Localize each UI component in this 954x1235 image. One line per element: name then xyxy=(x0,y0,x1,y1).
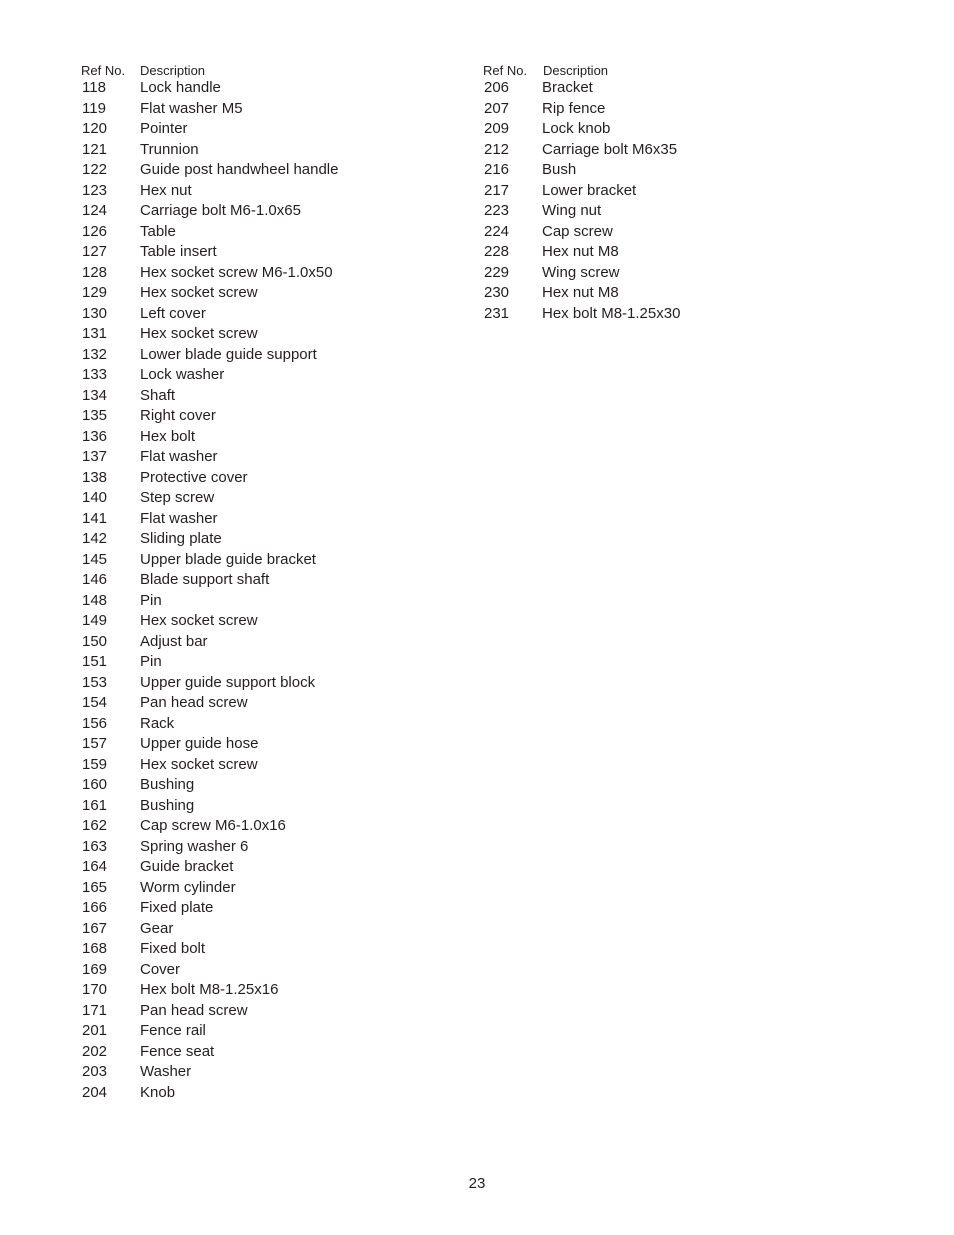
table-row xyxy=(81,1022,206,1043)
ref-no-cell: 163 xyxy=(82,837,108,855)
description-cell: Gear xyxy=(140,919,174,937)
ref-no-cell: 228 xyxy=(484,243,510,260)
description-cell: Fixed plate xyxy=(140,899,214,916)
ref-no-cell: 162 xyxy=(82,817,108,834)
ref-no-cell: 137 xyxy=(82,448,108,465)
ref-no-cell: 150 xyxy=(82,632,108,650)
ref-no-cell: 166 xyxy=(82,899,108,916)
ref-no-cell: 127 xyxy=(82,243,108,260)
ref-no-cell: 216 xyxy=(484,161,510,178)
table-row xyxy=(81,161,339,182)
ref-no-cell: 223 xyxy=(484,202,510,219)
description-cell: Hex socket screw xyxy=(140,612,258,629)
table-row xyxy=(81,919,174,941)
table-row xyxy=(81,591,162,613)
ref-no-cell: 206 xyxy=(484,79,510,96)
table-body xyxy=(483,79,681,325)
ref-no-cell: 159 xyxy=(82,755,108,773)
description-cell: Trunnion xyxy=(140,140,199,158)
table-row xyxy=(81,325,258,346)
ref-no-cell: 168 xyxy=(82,940,108,957)
description-cell: Upper guide hose xyxy=(140,735,259,752)
description-cell: Fence seat xyxy=(140,1042,215,1060)
table-row xyxy=(81,407,216,428)
table-row xyxy=(81,1063,192,1084)
table-row xyxy=(81,878,236,900)
ref-no-cell: 161 xyxy=(82,796,108,814)
table-row xyxy=(81,448,218,469)
ref-no-cell: 217 xyxy=(484,181,510,199)
table-row xyxy=(81,345,317,367)
ref-no-cell: 126 xyxy=(82,222,108,240)
ref-no-cell: 209 xyxy=(484,120,510,137)
description-cell: Flat washer xyxy=(140,509,218,527)
ref-no-cell: 121 xyxy=(82,140,108,158)
ref-no-cell: 157 xyxy=(82,735,108,752)
ref-no-cell: 135 xyxy=(82,407,108,424)
table-row xyxy=(483,161,577,182)
description-cell: Table xyxy=(140,222,176,240)
table-row xyxy=(81,673,316,695)
table-row xyxy=(81,981,279,1002)
table-row xyxy=(81,899,214,920)
ref-no-cell: 133 xyxy=(82,366,108,383)
description-cell: Cover xyxy=(140,960,181,978)
ref-no-cell: 201 xyxy=(82,1022,108,1039)
description-cell: Hex bolt M8-1.25x16 xyxy=(140,981,279,998)
ref-no-cell: 160 xyxy=(82,776,108,793)
ref-no-cell: 132 xyxy=(82,345,108,363)
table-row xyxy=(81,1042,215,1064)
description-cell: Blade support shaft xyxy=(140,571,270,588)
ref-no-cell: 118 xyxy=(82,79,106,96)
description-cell: Hex socket screw xyxy=(140,325,258,342)
table-row xyxy=(81,571,270,592)
ref-no-cell: 164 xyxy=(82,858,108,875)
table-row xyxy=(81,1083,176,1105)
table-row xyxy=(483,202,602,223)
parts-list-right xyxy=(483,62,681,325)
table-row xyxy=(483,140,678,162)
description-cell: Hex socket screw M6-1.0x50 xyxy=(140,263,333,281)
table-row xyxy=(81,960,181,982)
ref-no-cell: 167 xyxy=(82,919,108,937)
table-row xyxy=(81,694,248,715)
description-cell: Carriage bolt M6-1.0x65 xyxy=(140,202,301,219)
ref-no-cell: 122 xyxy=(82,161,108,178)
description-cell: Sliding plate xyxy=(140,530,222,547)
ref-no-cell: 141 xyxy=(82,509,108,527)
ref-no-cell: 203 xyxy=(82,1063,108,1080)
ref-no-cell: 119 xyxy=(82,99,106,117)
description-cell: Bush xyxy=(542,161,577,178)
description-cell: Bracket xyxy=(542,79,593,96)
description-cell: Bushing xyxy=(140,796,195,814)
ref-no-cell: 138 xyxy=(82,468,108,486)
description-cell: Table insert xyxy=(140,243,217,260)
description-cell: Hex bolt xyxy=(140,427,196,445)
description-cell: Pan head screw xyxy=(140,1001,248,1019)
description-cell: Upper guide support block xyxy=(140,673,316,691)
description-cell: Lock washer xyxy=(140,366,225,383)
ref-no-cell: 207 xyxy=(484,99,510,117)
parts-list-left xyxy=(81,62,339,1104)
description-cell: Carriage bolt M6x35 xyxy=(542,140,678,158)
description-cell: Lower bracket xyxy=(542,181,637,199)
ref-no-cell: 128 xyxy=(82,263,108,281)
table-row xyxy=(81,304,206,326)
table-row xyxy=(81,468,248,490)
table-row xyxy=(81,714,175,736)
description-cell: Fixed bolt xyxy=(140,940,206,957)
ref-no-cell: 170 xyxy=(82,981,108,998)
table-row xyxy=(81,796,195,818)
table-row xyxy=(81,79,221,100)
table-body xyxy=(81,79,339,1104)
table-row xyxy=(81,735,259,756)
ref-no-cell: 131 xyxy=(82,325,108,342)
table-row xyxy=(81,427,196,449)
description-cell: Knob xyxy=(140,1083,176,1101)
ref-no-cell: 146 xyxy=(82,571,108,588)
table-row xyxy=(81,612,258,633)
ref-no-header: Ref No. xyxy=(483,63,528,78)
ref-no-cell: 156 xyxy=(82,714,108,732)
table-header xyxy=(483,62,609,79)
table-row xyxy=(81,263,333,285)
description-cell: Step screw xyxy=(140,489,215,506)
table-row xyxy=(81,940,206,961)
description-cell: Bushing xyxy=(140,776,195,793)
ref-no-cell: 151 xyxy=(82,653,108,670)
description-cell: Spring washer 6 xyxy=(140,837,249,855)
description-cell: Cap screw xyxy=(542,222,613,240)
table-row xyxy=(81,858,234,879)
description-cell: Rack xyxy=(140,714,175,732)
ref-no-header: Ref No. xyxy=(81,63,126,78)
table-row xyxy=(81,1001,248,1023)
ref-no-cell: 165 xyxy=(82,878,108,896)
description-cell: Lock knob xyxy=(542,120,611,137)
description-cell: Pointer xyxy=(140,120,188,137)
table-row xyxy=(81,632,208,654)
table-row xyxy=(81,386,176,408)
ref-no-cell: 148 xyxy=(82,591,108,609)
table-row xyxy=(81,509,218,531)
description-cell: Upper blade guide bracket xyxy=(140,550,316,568)
description-cell: Pin xyxy=(140,591,162,609)
table-row xyxy=(81,489,215,510)
table-header xyxy=(81,62,206,79)
ref-no-cell: 169 xyxy=(82,960,108,978)
table-row xyxy=(483,284,619,305)
table-row xyxy=(81,755,258,777)
table-row xyxy=(81,284,258,305)
ref-no-cell: 123 xyxy=(82,181,108,199)
table-row xyxy=(81,550,316,572)
description-cell: Washer xyxy=(140,1063,192,1080)
description-cell: Wing screw xyxy=(542,263,620,281)
table-row xyxy=(483,181,637,203)
description-cell: Protective cover xyxy=(140,468,248,486)
description-cell: Fence rail xyxy=(140,1022,206,1039)
description-cell: Pan head screw xyxy=(140,694,248,711)
table-row xyxy=(483,243,619,264)
description-cell: Pin xyxy=(140,653,162,670)
ref-no-cell: 171 xyxy=(82,1001,108,1019)
description-cell: Lower blade guide support xyxy=(140,345,317,363)
description-cell: Hex bolt M8-1.25x30 xyxy=(542,304,681,322)
ref-no-cell: 145 xyxy=(82,550,108,568)
ref-no-cell: 202 xyxy=(82,1042,108,1060)
table-row xyxy=(81,653,162,674)
table-row xyxy=(81,140,199,162)
ref-no-cell: 142 xyxy=(82,530,108,547)
description-cell: Hex nut M8 xyxy=(542,243,619,260)
ref-no-cell: 149 xyxy=(82,612,108,629)
table-row xyxy=(483,99,606,121)
description-cell: Rip fence xyxy=(542,99,606,117)
page-number: 23 xyxy=(468,1175,486,1192)
table-row xyxy=(81,120,188,141)
ref-no-cell: 140 xyxy=(82,489,108,506)
ref-no-cell: 134 xyxy=(82,386,108,404)
ref-no-cell: 130 xyxy=(82,304,108,322)
description-cell: Left cover xyxy=(140,304,206,322)
ref-no-cell: 212 xyxy=(484,140,510,158)
table-row xyxy=(81,837,249,859)
description-cell: Guide post handwheel handle xyxy=(140,161,339,178)
description-cell: Worm cylinder xyxy=(140,878,236,896)
ref-no-cell: 231 xyxy=(484,304,510,322)
description-cell: Hex nut M8 xyxy=(542,284,619,301)
description-cell: Hex nut xyxy=(140,181,192,199)
description-cell: Flat washer xyxy=(140,448,218,465)
table-row xyxy=(81,366,225,387)
description-cell: Flat washer M5 xyxy=(140,99,243,117)
ref-no-cell: 204 xyxy=(82,1083,108,1101)
table-row xyxy=(81,181,192,203)
ref-no-cell: 120 xyxy=(82,120,108,137)
ref-no-cell: 129 xyxy=(82,284,108,301)
ref-no-cell: 153 xyxy=(82,673,108,691)
table-row xyxy=(483,222,613,244)
table-row xyxy=(81,222,176,244)
ref-no-cell: 124 xyxy=(82,202,108,219)
table-row xyxy=(81,817,286,838)
table-row xyxy=(81,530,222,551)
table-row xyxy=(483,304,681,326)
description-header: Description xyxy=(543,63,609,78)
description-header: Description xyxy=(140,63,206,78)
ref-no-cell: 230 xyxy=(484,284,510,301)
ref-no-cell: 136 xyxy=(82,427,108,445)
table-row xyxy=(81,202,301,223)
description-cell: Guide bracket xyxy=(140,858,234,875)
ref-no-cell: 224 xyxy=(484,222,510,240)
ref-no-cell: 154 xyxy=(82,694,108,711)
table-row xyxy=(483,79,593,100)
description-cell: Hex socket screw xyxy=(140,755,258,773)
ref-no-cell: 229 xyxy=(484,263,510,281)
table-row xyxy=(81,243,217,264)
table-row xyxy=(81,99,243,121)
table-row xyxy=(483,263,620,285)
description-cell: Shaft xyxy=(140,386,176,404)
table-row xyxy=(81,776,195,797)
description-cell: Hex socket screw xyxy=(140,284,258,301)
table-row xyxy=(483,120,611,141)
description-cell: Wing nut xyxy=(542,202,602,219)
description-cell: Cap screw M6-1.0x16 xyxy=(140,817,286,834)
description-cell: Adjust bar xyxy=(140,632,208,650)
description-cell: Right cover xyxy=(140,407,216,424)
description-cell: Lock handle xyxy=(140,79,221,96)
